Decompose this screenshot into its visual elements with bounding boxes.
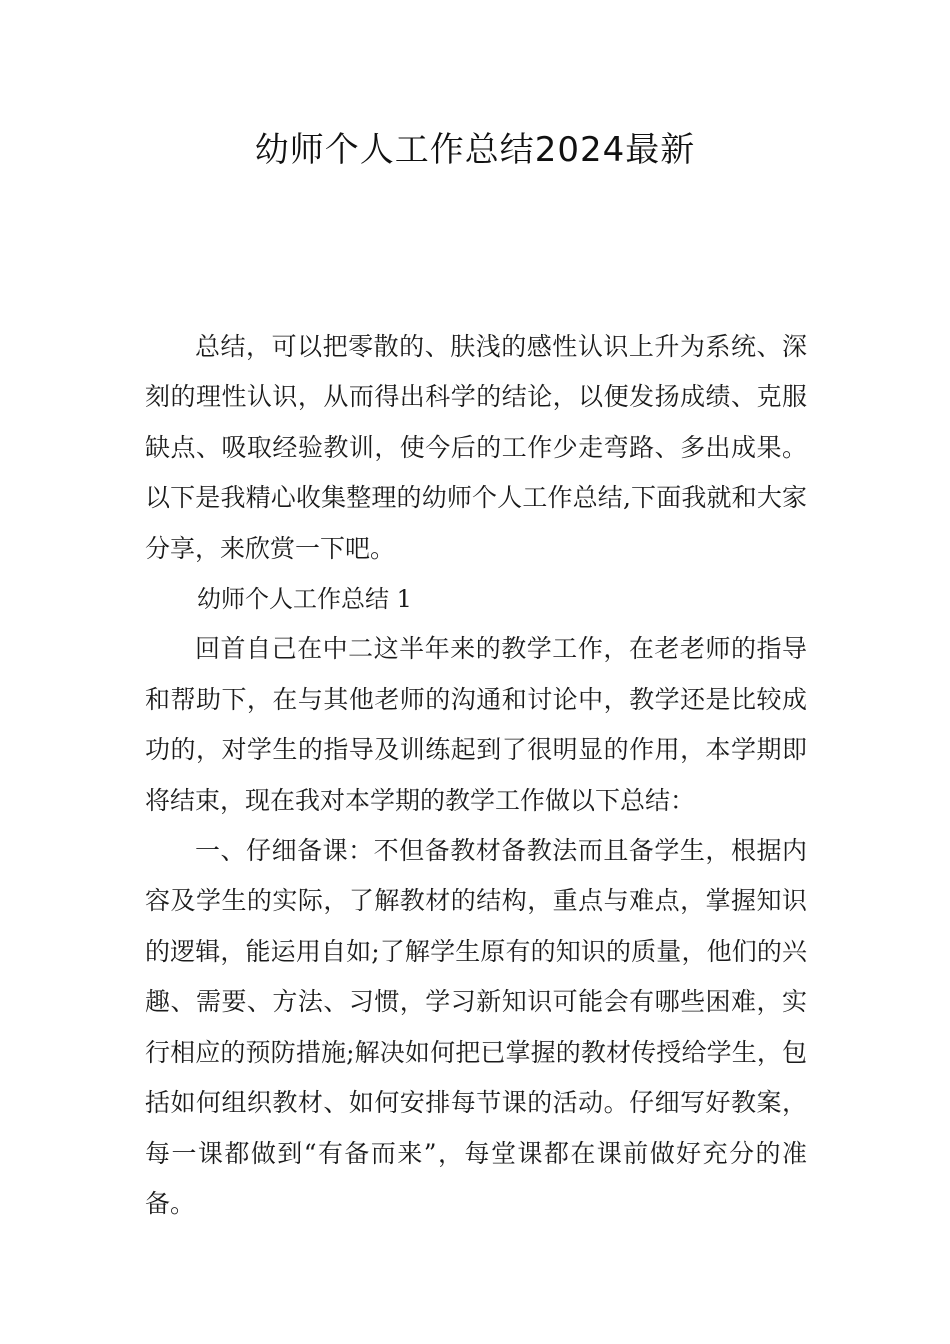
intro-paragraph: 总结，可以把零散的、肤浅的感性认识上升为系统、深刻的理性认识，从而得出科学的结论，以便发扬成绩、克服缺点、吸取经验教训，使今后的工作少走弯路、多出成果。以下是我精心收集整理的幼师个人工作总结,下面我就和大家分享，来欣赏一下吧。 [145,332,807,563]
document-body [145,322,807,1229]
lesson-prep-paragraph: 一、仔细备课：不但备教材备教法而且备学生，根据内容及学生的实际，了解教材的结构，重点与难点，掌握知识的逻辑，能运用自如;了解学生原有的知识的质量，他们的兴趣、需要、方法、习惯，学习新知识可能会有哪些困难，实行相应的预防措施;解决如何把已掌握的教材传授给学生，包括如何组织教材、如何安排每节课的活动。仔细写好教案，每一课都做到“有备而来”，每堂课都在课前做好充分的准备。 [145,836,807,1218]
review-paragraph: 回首自己在中二这半年来的教学工作，在老老师的指导和帮助下，在与其他老师的沟通和讨论中，教学还是比较成功的，对学生的指导及训练起到了很明显的作用，本学期即将结束，现在我对本学期的教学工作做以下总结： [145,634,807,815]
document-title: 幼师个人工作总结2024最新 [254,130,696,170]
section-heading: 幼师个人工作总结 1 [197,585,412,614]
